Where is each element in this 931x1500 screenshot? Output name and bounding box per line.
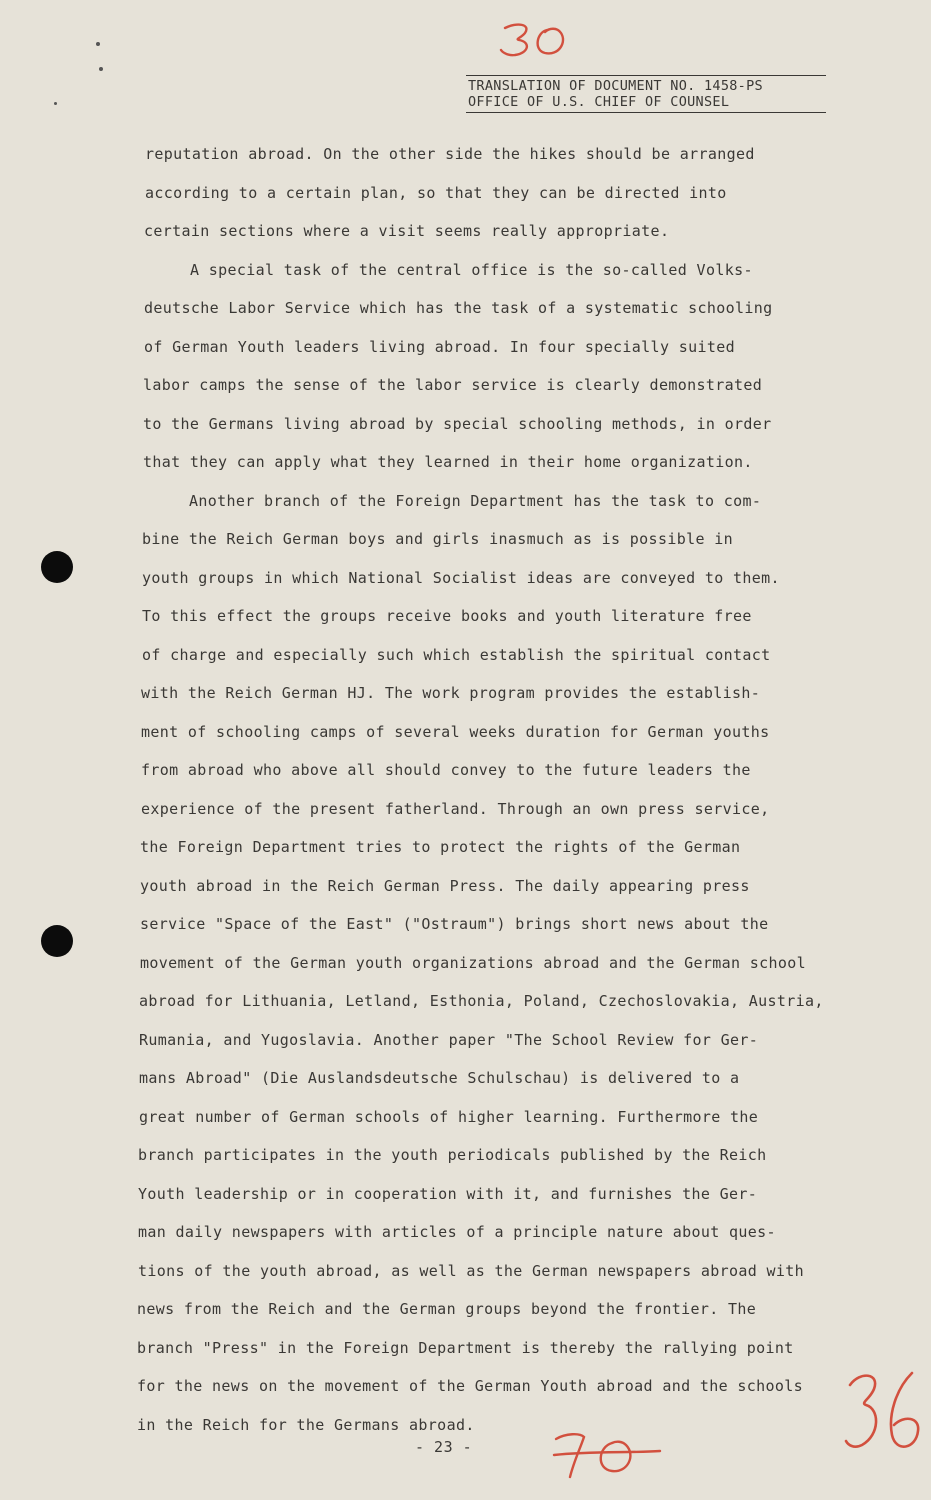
body-line: to the Germans living abroad by special schooling methods, in order: [143, 414, 772, 433]
body-line: movement of the German youth organizations abroad and the German school: [140, 953, 807, 972]
body-line: news from the Reich and the German groups beyond the frontier. The: [137, 1300, 757, 1318]
body-line: that they can apply what they learned in their home organization.: [143, 453, 753, 471]
body-line: A special task of the central office is the so-called Volks-: [190, 260, 753, 279]
body-line: deutsche Labor Service which has the task of a systematic schooling: [144, 299, 773, 317]
page-number: - 23 -: [415, 1438, 473, 1456]
body-line: of charge and especially such which establish the spiritual contact: [142, 645, 771, 664]
body-line: great number of German schools of higher learning. Furthermore the: [139, 1107, 759, 1126]
body-line: service "Space of the East" ("Ostraum") brings short news about the: [140, 915, 769, 933]
body-line: branch "Press" in the Foreign Department is thereby the rallying point: [137, 1338, 794, 1357]
body-line: reputation abroad. On the other side the hikes should be arranged: [145, 145, 755, 163]
header-office: OFFICE OF U.S. CHIEF OF COUNSEL: [468, 94, 730, 110]
body-line: ment of schooling camps of several weeks duration for German youths: [141, 722, 770, 741]
document-header: [466, 75, 826, 113]
handwritten-top-number: [495, 20, 580, 60]
header-title: TRANSLATION OF DOCUMENT NO. 1458-PS: [468, 78, 763, 94]
paper-speck: [96, 42, 100, 46]
body-line: abroad for Lithuania, Letland, Esthonia, Poland, Czechoslovakia, Austria,: [139, 992, 824, 1010]
body-line: according to a certain plan, so that they can be directed into: [145, 183, 727, 202]
paper-speck: [99, 67, 103, 71]
body-line: man daily newspapers with articles of a principle nature about ques-: [138, 1223, 776, 1241]
body-line: branch participates in the youth periodicals published by the Reich: [138, 1146, 767, 1164]
body-line: certain sections where a visit seems really appropriate.: [144, 222, 670, 240]
body-line: tions of the youth abroad, as well as the German newspapers abroad with: [138, 1261, 805, 1280]
body-line: To this effect the groups receive books and youth literature free: [142, 607, 752, 625]
body-line: youth abroad in the Reich German Press. The daily appearing press: [140, 876, 750, 895]
handwritten-bottom-number: [550, 1425, 665, 1485]
body-line: mans Abroad" (Die Auslandsdeutsche Schulschau) is delivered to a: [139, 1069, 740, 1087]
body-line: with the Reich German HJ. The work program provides the establish-: [141, 684, 761, 702]
body-line: from abroad who above all should convey to the future leaders the: [141, 761, 751, 779]
body-line: youth groups in which National Socialist ideas are conveyed to them.: [142, 568, 780, 587]
body-line: for the news on the movement of the German Youth abroad and the schools: [137, 1377, 804, 1395]
body-line: Youth leadership or in cooperation with it, and furnishes the Ger-: [138, 1184, 758, 1203]
body-line: Rumania, and Yugoslavia. Another paper "The School Review for Ger-: [139, 1030, 759, 1049]
handwritten-right-number: [840, 1365, 925, 1460]
punch-hole-upper: [41, 551, 73, 583]
punch-hole-lower: [41, 925, 73, 957]
paper-speck: [54, 102, 57, 105]
body-line: bine the Reich German boys and girls inasmuch as is possible in: [142, 530, 733, 548]
body-line: Another branch of the Foreign Department has the task to com-: [189, 491, 762, 510]
body-line: in the Reich for the Germans abroad.: [137, 1415, 475, 1434]
body-line: the Foreign Department tries to protect the rights of the German: [140, 838, 741, 856]
body-line: experience of the present fatherland. Through an own press service,: [141, 799, 770, 818]
body-line: labor camps the sense of the labor service is clearly demonstrated: [143, 376, 763, 394]
body-line: of German Youth leaders living abroad. In four specially suited: [144, 337, 735, 356]
